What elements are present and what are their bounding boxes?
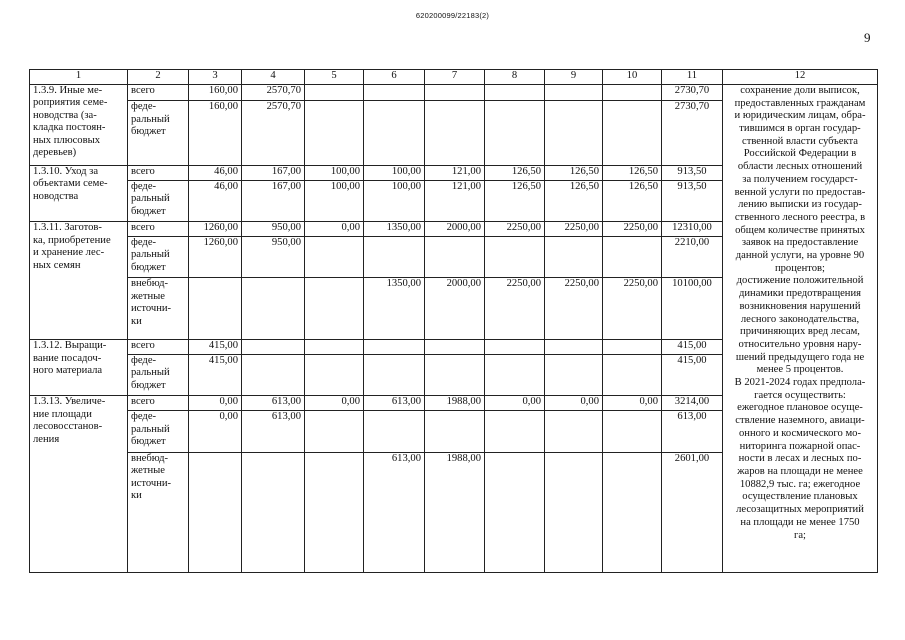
value-cell	[305, 101, 364, 166]
value-cell: 126,50	[603, 165, 662, 180]
value-cell	[242, 452, 305, 572]
total-cell: 913,50	[662, 165, 723, 180]
total-cell: 613,00	[662, 411, 723, 453]
value-cell: 613,00	[242, 396, 305, 411]
value-cell	[364, 354, 425, 396]
value-cell	[603, 354, 662, 396]
value-cell	[364, 411, 425, 453]
column-header-10: 10	[603, 70, 662, 85]
total-cell: 913,50	[662, 180, 723, 222]
value-cell: 2570,70	[242, 84, 305, 100]
funding-source: всего	[128, 396, 189, 411]
funding-source: всего	[128, 165, 189, 180]
total-cell: 415,00	[662, 340, 723, 355]
value-cell	[485, 354, 545, 396]
value-cell	[603, 411, 662, 453]
value-cell: 100,00	[305, 165, 364, 180]
column-header-2: 2	[128, 70, 189, 85]
value-cell	[485, 236, 545, 278]
value-cell: 1260,00	[189, 222, 242, 237]
value-cell: 126,50	[485, 180, 545, 222]
value-cell	[603, 236, 662, 278]
value-cell: 2250,00	[485, 222, 545, 237]
value-cell	[364, 340, 425, 355]
value-cell: 126,50	[485, 165, 545, 180]
value-cell: 126,50	[603, 180, 662, 222]
value-cell: 2250,00	[485, 278, 545, 340]
value-cell: 121,00	[425, 180, 485, 222]
value-cell	[305, 354, 364, 396]
value-cell: 2250,00	[545, 278, 603, 340]
item-name: 1.3.13. Увеличе- ние площади лесовосстанов- ления	[30, 396, 128, 573]
value-cell: 2570,70	[242, 101, 305, 166]
funding-source: феде- ральный бюджет	[128, 354, 189, 396]
value-cell: 950,00	[242, 236, 305, 278]
value-cell	[545, 354, 603, 396]
value-cell	[305, 236, 364, 278]
value-cell	[485, 411, 545, 453]
value-cell	[242, 278, 305, 340]
total-cell: 2730,70	[662, 101, 723, 166]
value-cell	[603, 101, 662, 166]
value-cell	[485, 101, 545, 166]
value-cell: 0,00	[545, 396, 603, 411]
column-header-5: 5	[305, 70, 364, 85]
value-cell	[305, 411, 364, 453]
value-cell: 1988,00	[425, 452, 485, 572]
value-cell: 1260,00	[189, 236, 242, 278]
value-cell: 0,00	[189, 396, 242, 411]
value-cell: 0,00	[189, 411, 242, 453]
total-cell: 2210,00	[662, 236, 723, 278]
value-cell: 100,00	[305, 180, 364, 222]
value-cell	[189, 278, 242, 340]
value-cell: 950,00	[242, 222, 305, 237]
value-cell	[305, 340, 364, 355]
value-cell	[425, 84, 485, 100]
funding-table	[29, 69, 878, 573]
value-cell	[425, 101, 485, 166]
value-cell: 2250,00	[603, 222, 662, 237]
funding-source: феде- ральный бюджет	[128, 411, 189, 453]
total-cell: 2601,00	[662, 452, 723, 572]
value-cell: 1350,00	[364, 278, 425, 340]
value-cell	[485, 452, 545, 572]
value-cell	[485, 340, 545, 355]
value-cell	[425, 411, 485, 453]
column-header-9: 9	[545, 70, 603, 85]
item-name: 1.3.10. Уход за объектами семе- новодства	[30, 165, 128, 221]
value-cell: 415,00	[189, 354, 242, 396]
value-cell: 2000,00	[425, 278, 485, 340]
funding-source: внебюд- жетные источни- ки	[128, 452, 189, 572]
page-number: 9	[864, 30, 871, 45]
value-cell	[305, 452, 364, 572]
value-cell	[545, 236, 603, 278]
value-cell	[603, 84, 662, 100]
value-cell: 1988,00	[425, 396, 485, 411]
total-cell: 2730,70	[662, 84, 723, 100]
total-cell: 10100,00	[662, 278, 723, 340]
value-cell: 2000,00	[425, 222, 485, 237]
value-cell: 0,00	[603, 396, 662, 411]
item-name: 1.3.9. Иные ме- роприятия семе- новодства (за- кладка постоян- ных плюсовых деревьев)	[30, 84, 128, 165]
value-cell	[485, 84, 545, 100]
value-cell	[545, 84, 603, 100]
total-cell: 415,00	[662, 354, 723, 396]
funding-source: всего	[128, 222, 189, 237]
value-cell	[545, 101, 603, 166]
value-cell: 0,00	[485, 396, 545, 411]
value-cell: 415,00	[189, 340, 242, 355]
value-cell: 100,00	[364, 165, 425, 180]
value-cell: 160,00	[189, 84, 242, 100]
item-name: 1.3.11. Заготов- ка, приобретение и хранение лес- ных семян	[30, 222, 128, 340]
column-header-4: 4	[242, 70, 305, 85]
column-header-1: 1	[30, 70, 128, 85]
value-cell: 126,50	[545, 180, 603, 222]
value-cell	[603, 340, 662, 355]
funding-source: феде- ральный бюджет	[128, 101, 189, 166]
value-cell: 126,50	[545, 165, 603, 180]
value-cell: 100,00	[364, 180, 425, 222]
value-cell	[545, 452, 603, 572]
value-cell: 1350,00	[364, 222, 425, 237]
value-cell	[305, 278, 364, 340]
value-cell: 160,00	[189, 101, 242, 166]
item-name: 1.3.12. Выращи- вание посадоч- ного материала	[30, 340, 128, 396]
value-cell	[545, 340, 603, 355]
column-header-6: 6	[364, 70, 425, 85]
funding-source: всего	[128, 84, 189, 100]
value-cell	[545, 411, 603, 453]
value-cell: 46,00	[189, 180, 242, 222]
table-row	[30, 84, 878, 100]
value-cell: 2250,00	[545, 222, 603, 237]
value-cell: 167,00	[242, 165, 305, 180]
column-12-text: сохранение доли выписок, предоставленных гражданам и юридическим лицам, обра- тившимся в орган государ- ственной власти субъекта Российской Федерации в области лесных отношений за получением государст- венной услуги по предостав- лению выписки из государ- ственного лесного реестра, в общем количестве принятых заявок на предоставление данной услуги, на уровне 90 процентов; достижение положительной динамики предотвращения возникновения нарушений лесного законодательства, причиняющих вред лесам, относительно уровня нару- шений предыдущего года не менее 5 процентов. В 2021-2024 годах предпола- гается осуществить: ежегодное плановое осуще- ствление наземного, авиаци- онного и космического мо- ниторинга пожарной опас- ности в лесах и лесных по- жаров на площади не менее 10882,9 тыс. га; ежегодное осуществление плановых лесозащитных мероприятий на площади не менее 1750 га;	[723, 84, 878, 572]
document-id: 620200099/22183(2)	[415, 11, 490, 20]
funding-source: феде- ральный бюджет	[128, 180, 189, 222]
value-cell	[305, 84, 364, 100]
total-cell: 3214,00	[662, 396, 723, 411]
value-cell: 46,00	[189, 165, 242, 180]
funding-source: внебюд- жетные источни- ки	[128, 278, 189, 340]
value-cell: 2250,00	[603, 278, 662, 340]
table-body	[30, 70, 878, 573]
funding-source: феде- ральный бюджет	[128, 236, 189, 278]
value-cell	[242, 340, 305, 355]
column-header-3: 3	[189, 70, 242, 85]
value-cell: 0,00	[305, 396, 364, 411]
total-cell: 12310,00	[662, 222, 723, 237]
value-cell	[364, 101, 425, 166]
value-cell: 167,00	[242, 180, 305, 222]
value-cell	[603, 452, 662, 572]
value-cell: 613,00	[364, 396, 425, 411]
value-cell	[425, 340, 485, 355]
column-header-7: 7	[425, 70, 485, 85]
header-row	[30, 70, 878, 85]
value-cell	[425, 354, 485, 396]
value-cell	[364, 236, 425, 278]
value-cell	[189, 452, 242, 572]
value-cell	[242, 354, 305, 396]
value-cell: 613,00	[242, 411, 305, 453]
value-cell: 0,00	[305, 222, 364, 237]
value-cell	[425, 236, 485, 278]
value-cell	[364, 84, 425, 100]
column-header-11: 11	[662, 70, 723, 85]
funding-source: всего	[128, 340, 189, 355]
value-cell: 121,00	[425, 165, 485, 180]
column-header-12: 12	[723, 70, 878, 85]
column-header-8: 8	[485, 70, 545, 85]
value-cell: 613,00	[364, 452, 425, 572]
